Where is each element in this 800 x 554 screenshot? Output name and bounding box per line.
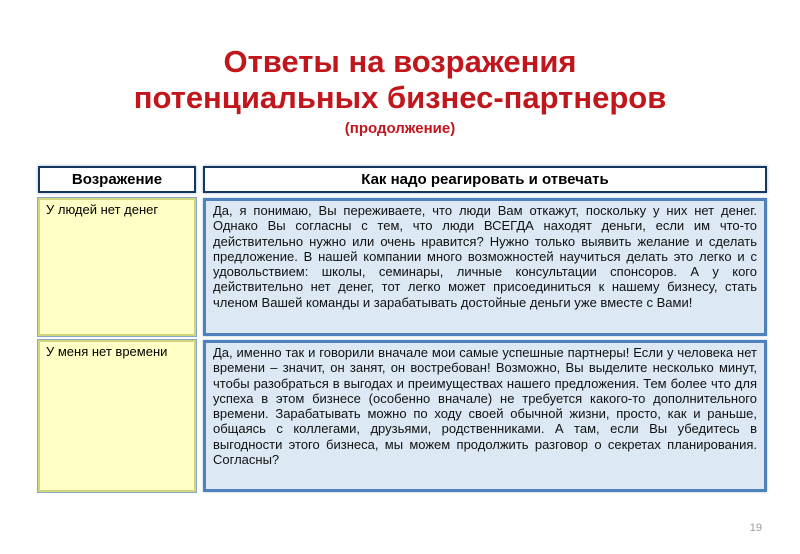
response-cell-no-money: Да, я понимаю, Вы переживаете, что люди Вам откажут, поскольку у них нет денег. Однако Вы согласны с тем, что люди ВСЕГДА находят деньги, если им что-то действительно нужно или очень нравится? Нужно только выявить желание и сделать предложение. В нашей компании много возможностей научиться делать это легко и с удовольствием: школы, семинары, личные консультации спонсоров. А у кого действительно нет денег, тот легко может присоединиться к нашему бизнесу, стать членом Вашей команды и зарабатывать достойные деньги уже вместе с Вами! — [203, 198, 767, 336]
objection-cell-no-money: У людей нет денег — [38, 198, 196, 336]
header-objection: Возражение — [38, 166, 196, 193]
response-cell-no-time: Да, именно так и говорили вначале мои самые успешные партнеры! Если у человека нет времени – значит, он занят, он востребован! Возможно, Вы выделите несколько минут, чтобы разобраться в выгодах и преимуществах нашего предложения. Тем более что для успеха в этом бизнесе (особенно вначале) не требуется какого-то дополнительного времени. Зарабатывать можно по ходу своей обычной жизни, просто, как и раньше, общаясь с коллегами, друзьями, родственниками. А там, если Вы убедитесь в выгодности этого бизнеса, мы можем продолжить разговор о секретах планирования. Согласны? — [203, 340, 767, 492]
header-response: Как надо реагировать и отвечать — [203, 166, 767, 193]
page-number: 19 — [749, 522, 762, 534]
objection-cell-no-time: У меня нет времени — [38, 340, 196, 492]
slide-subtitle: (продолжение) — [344, 120, 456, 137]
slide-title-line-1: Ответы на возражения — [223, 44, 577, 79]
slide-title-line-2: потенциальных бизнес-партнеров — [133, 80, 667, 115]
